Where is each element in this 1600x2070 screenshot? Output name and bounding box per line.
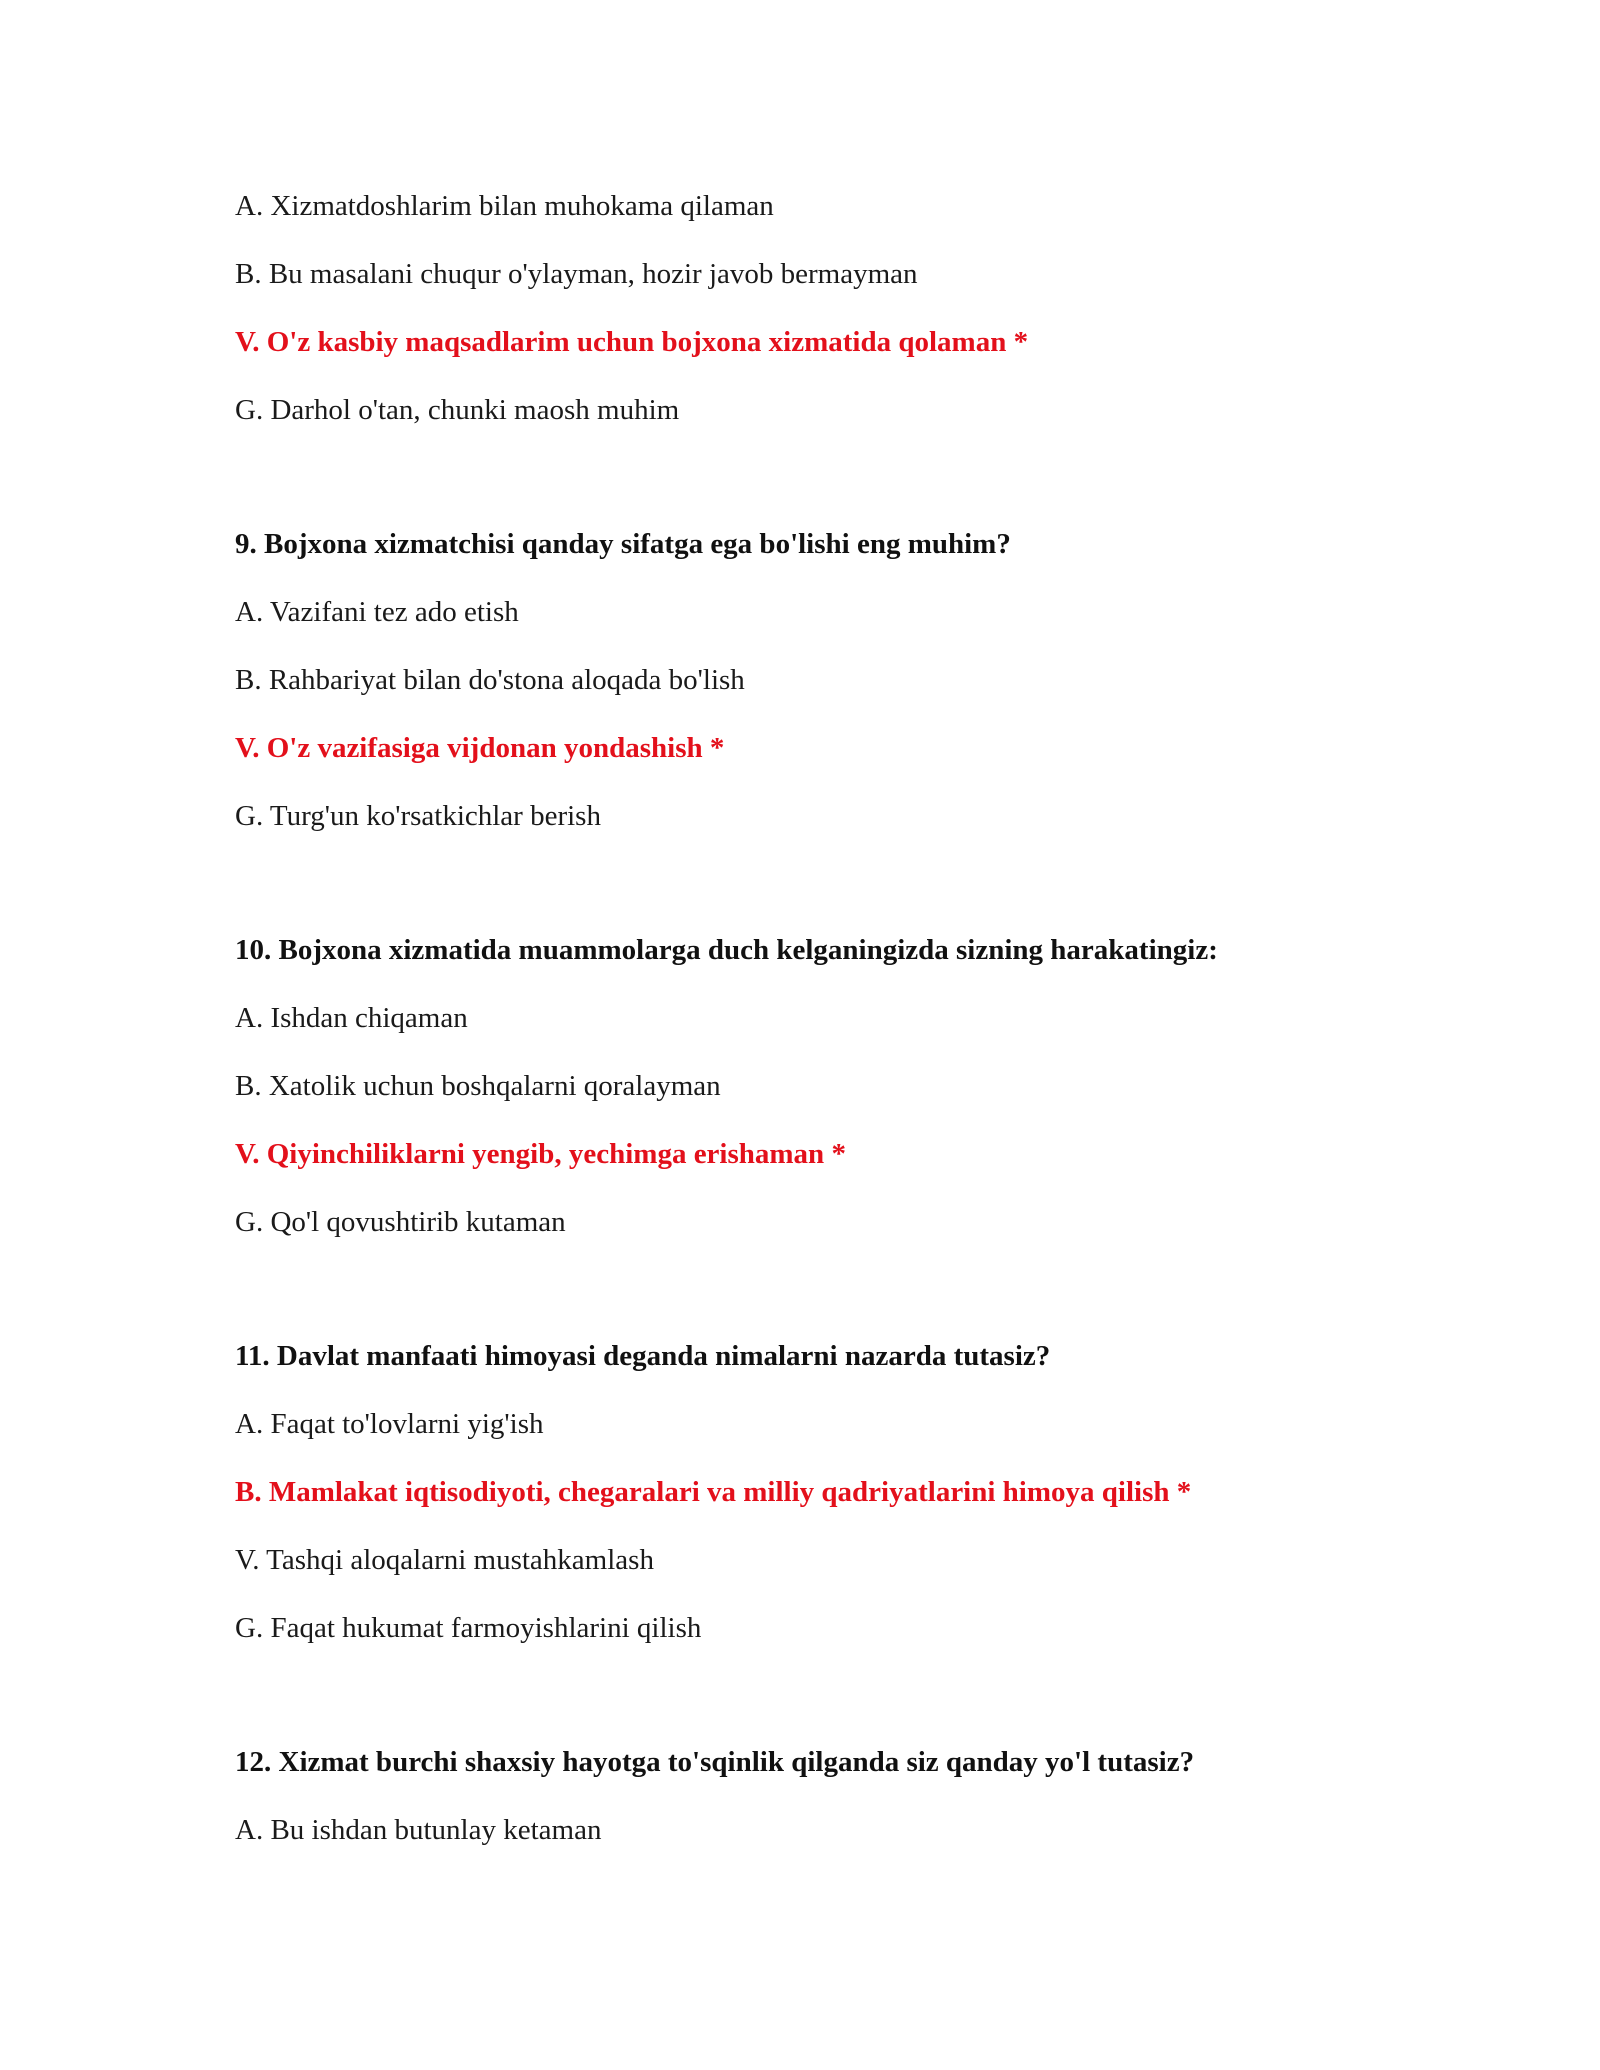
option-9-a: A. Vazifani tez ado etish (235, 596, 519, 628)
option-11-g: G. Faqat hukumat farmoyishlarini qilish (235, 1612, 702, 1644)
option-9-g: G. Turg'un ko'rsatkichlar berish (235, 800, 601, 832)
question-10-text: 10. Bojxona xizmatida muammolarga duch kelganingizda sizning harakatingiz: (235, 934, 1218, 966)
question-block-10 (235, 930, 1435, 1242)
block-spacer (235, 1270, 1435, 1336)
option-10-g: G. Qo'l qovushtirib kutaman (235, 1206, 566, 1238)
block-spacer (235, 864, 1435, 930)
question-block-8-continued (235, 186, 1435, 430)
option-12-a: A. Bu ishdan butunlay ketaman (235, 1814, 602, 1846)
question-9-text: 9. Bojxona xizmatchisi qanday sifatga ega bo'lishi eng muhim? (235, 528, 1011, 560)
option-10-a: A. Ishdan chiqaman (235, 1002, 468, 1034)
quiz-content (235, 186, 1435, 1878)
option-11-a: A. Faqat to'lovlarni yig'ish (235, 1408, 544, 1440)
option-9-v-correct: V. O'z vazifasiga vijdonan yondashish * (235, 732, 725, 764)
block-spacer (235, 1676, 1435, 1742)
question-block-9 (235, 524, 1435, 836)
option-8-a: A. Xizmatdoshlarim bilan muhokama qilaman (235, 190, 774, 222)
option-9-b: B. Rahbariyat bilan do'stona aloqada bo'lish (235, 664, 745, 696)
question-block-11 (235, 1336, 1435, 1648)
option-10-v-correct: V. Qiyinchiliklarni yengib, yechimga erishaman * (235, 1138, 846, 1170)
option-8-b: B. Bu masalani chuqur o'ylayman, hozir javob bermayman (235, 258, 918, 290)
option-8-g: G. Darhol o'tan, chunki maosh muhim (235, 394, 680, 426)
question-11-text: 11. Davlat manfaati himoyasi deganda nimalarni nazarda tutasiz? (235, 1340, 1051, 1372)
option-8-v-correct: V. O'z kasbiy maqsadlarim uchun bojxona xizmatida qolaman * (235, 326, 1029, 358)
question-block-12 (235, 1742, 1435, 1850)
block-spacer (235, 458, 1435, 524)
option-11-v: V. Tashqi aloqalarni mustahkamlash (235, 1544, 654, 1576)
option-10-b: B. Xatolik uchun boshqalarni qoralayman (235, 1070, 721, 1102)
option-11-b-correct: B. Mamlakat iqtisodiyoti, chegaralari va milliy qadriyatlarini himoya qilish * (235, 1476, 1192, 1508)
question-12-text: 12. Xizmat burchi shaxsiy hayotga to'sqinlik qilganda siz qanday yo'l tutasiz? (235, 1746, 1195, 1778)
